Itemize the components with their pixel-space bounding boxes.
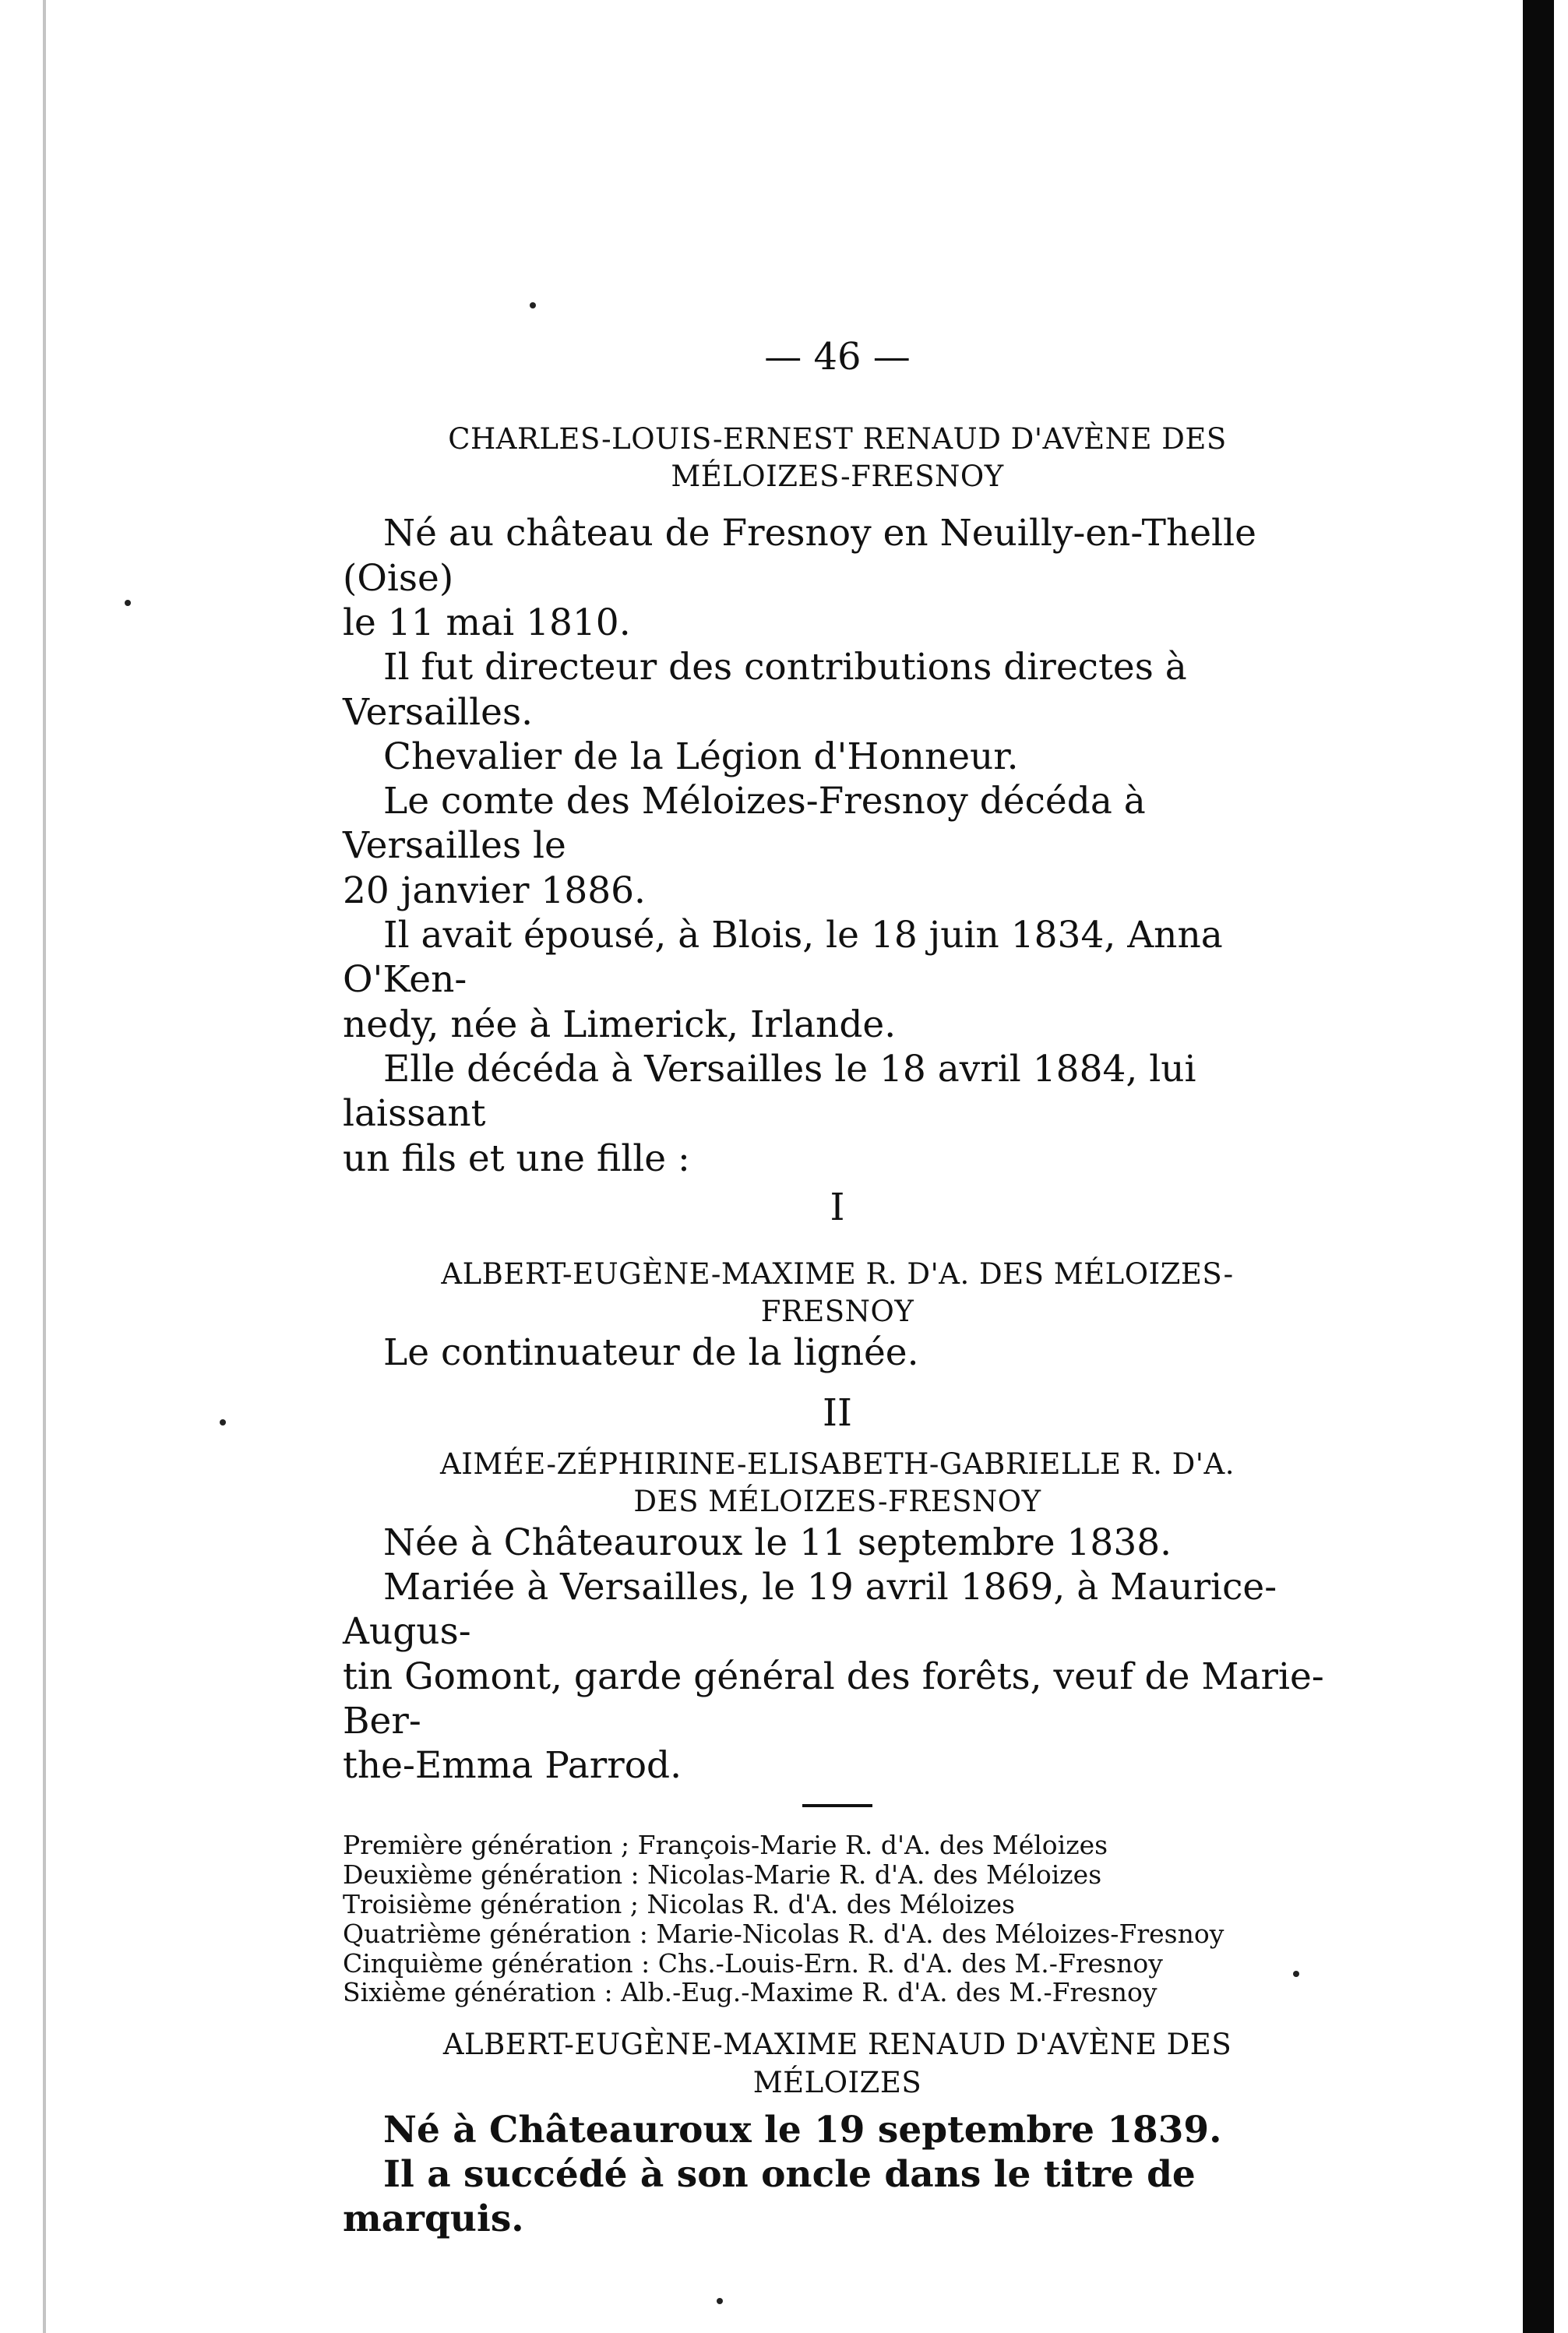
section2-title: Il a succédé à son oncle dans le titre de marquis. bbox=[343, 2152, 1196, 2241]
paragraph-death: Le comte des Méloizes-Fresnoy décéda à Versailles le 20 janvier 1886. bbox=[343, 780, 1146, 912]
generations-list bbox=[343, 1831, 1332, 2008]
page-left-edge bbox=[43, 0, 46, 2333]
generation-line: Troisième génération ; Nicolas R. d'A. des Méloizes bbox=[343, 1888, 1015, 1919]
generation-line: Cinquième génération : Chs.-Louis-Ern. R. d'A. des M.-Fresnoy bbox=[343, 1947, 1163, 1979]
paragraph-career: Il fut directeur des contributions directes à Versailles. bbox=[343, 646, 1187, 734]
speck bbox=[220, 1419, 226, 1426]
page-number: — 46 — bbox=[764, 335, 911, 379]
child2-birth: Née à Châteauroux le 11 septembre 1838. bbox=[383, 1521, 1172, 1564]
page-right-edge-bar bbox=[1523, 0, 1554, 2333]
section-charles-louis-ernest bbox=[343, 421, 1332, 2242]
paragraph-birth: Né au château de Fresnoy en Neuilly-en-Thelle (Oise) le 11 mai 1810. bbox=[343, 512, 1256, 644]
generation-line: Sixième génération : Alb.-Eug.-Maxime R. d'A. des M.-Fresnoy bbox=[343, 1977, 1158, 2008]
child-numeral-i: I bbox=[830, 1186, 845, 1230]
section2-birth: Né à Châteauroux le 19 septembre 1839. bbox=[383, 2108, 1222, 2152]
child1-heading: ALBERT-EUGÈNE-MAXIME R. D'A. DES MÉLOIZES- FRESNOY bbox=[441, 1257, 1234, 1329]
paragraph-honour: Chevalier de la Légion d'Honneur. bbox=[383, 735, 1019, 778]
section-divider-rule bbox=[802, 1804, 872, 1807]
speck bbox=[717, 2298, 723, 2304]
speck bbox=[530, 302, 536, 308]
child2-marriage: Mariée à Versailles, le 19 avril 1869, à Maurice-Augus- tin Gomont, garde général des forêts, veuf de Marie-Ber- the-Emma Parrod. bbox=[343, 1566, 1324, 1788]
section2-heading: ALBERT-EUGÈNE-MAXIME RENAUD D'AVÈNE DES MÉLOIZES bbox=[442, 2028, 1232, 2099]
generation-line: Première génération ; François-Marie R. d'A. des Méloizes bbox=[343, 1829, 1108, 1860]
child1-text: Le continuateur de la lignée. bbox=[383, 1331, 919, 1375]
section-body bbox=[343, 511, 1332, 1181]
paragraph-marriage: Il avait épousé, à Blois, le 18 juin 1834, Anna O'Ken- nedy, née à Limerick, Irlande. bbox=[343, 914, 1223, 1046]
child-numeral-ii: II bbox=[823, 1390, 852, 1435]
child2-heading: AIMÉE-ZÉPHIRINE-ELISABETH-GABRIELLE R. D'A. DES MÉLOIZES-FRESNOY bbox=[440, 1447, 1235, 1518]
generation-line: Quatrième génération : Marie-Nicolas R. d'A. des Méloizes-Fresnoy bbox=[343, 1918, 1224, 1949]
speck bbox=[125, 600, 131, 606]
section-heading: CHARLES-LOUIS-ERNEST RENAUD D'AVÈNE DES MÉLOIZES-FRESNOY bbox=[448, 422, 1227, 494]
paragraph-wife-death: Elle décéda à Versailles le 18 avril 1884, lui laissant un fils et une fille : bbox=[343, 1048, 1196, 1180]
generation-line: Deuxième génération : Nicolas-Marie R. d'A. des Méloizes bbox=[343, 1859, 1102, 1890]
